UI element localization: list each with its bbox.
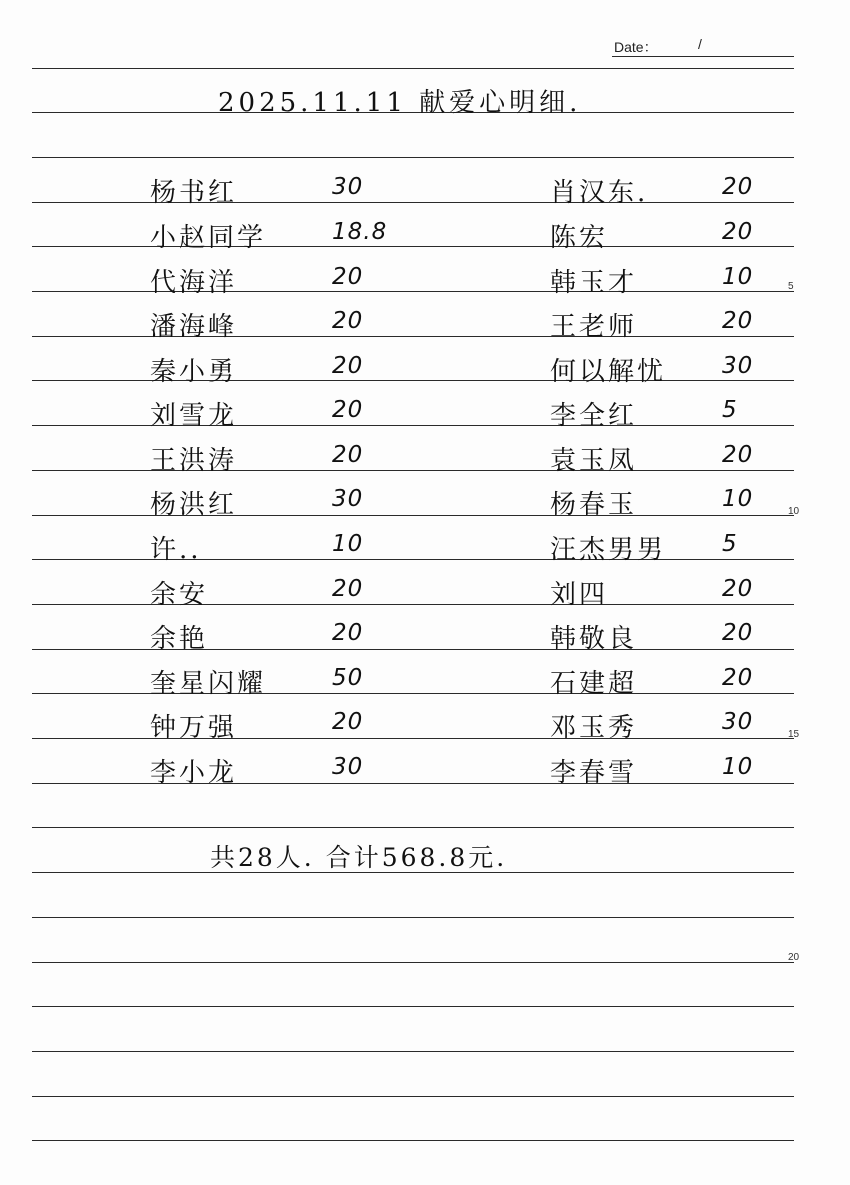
donor-amount: 20 — [722, 665, 754, 691]
donor-name: 李小龙 — [150, 758, 238, 788]
donor-name: 杨洪红 — [150, 490, 238, 520]
ruled-line — [32, 291, 794, 292]
donor-amount: 20 — [332, 308, 364, 334]
date-slash: / — [698, 36, 702, 52]
donor-name: 刘四 — [550, 580, 609, 610]
page-title: 2025.11.11 献爱心明细. — [218, 88, 582, 118]
donor-name: 余艳 — [150, 624, 209, 654]
line-number-15: 15 — [788, 729, 800, 740]
donor-amount: 10 — [722, 264, 754, 290]
ruled-line — [32, 1051, 794, 1052]
donor-name: 代海洋 — [150, 268, 238, 298]
donor-name: 王老师 — [550, 312, 638, 342]
donor-amount: 20 — [722, 620, 754, 646]
donor-name: 许.. — [150, 535, 202, 565]
donor-amount: 20 — [722, 442, 754, 468]
donor-name: 奎星闪耀 — [150, 669, 267, 699]
donor-amount: 10 — [722, 754, 754, 780]
donor-name: 袁玉凤 — [550, 446, 638, 476]
donor-amount: 30 — [332, 754, 364, 780]
donor-name: 李春雪 — [550, 758, 638, 788]
date-label: Date： — [614, 39, 658, 55]
donor-name: 杨春玉 — [550, 490, 638, 520]
donor-name: 陈宏 — [550, 223, 609, 253]
line-number-20: 20 — [788, 952, 800, 963]
ruled-line — [32, 827, 794, 828]
ruled-line — [32, 515, 794, 516]
ruled-line — [32, 202, 794, 203]
ruled-line — [32, 68, 794, 69]
donor-amount: 20 — [332, 709, 364, 735]
donor-name: 石建超 — [550, 669, 638, 699]
donor-amount: 30 — [722, 709, 754, 735]
ruled-line — [32, 693, 794, 694]
donor-name: 秦小勇 — [150, 357, 238, 387]
donor-amount: 20 — [722, 219, 754, 245]
ruled-line — [32, 1140, 794, 1141]
donor-name: 韩玉才 — [550, 268, 638, 298]
donor-amount: 20 — [332, 397, 364, 423]
ruled-line — [32, 917, 794, 918]
ruled-line — [32, 425, 794, 426]
ruled-line — [32, 380, 794, 381]
donor-name: 钟万强 — [150, 713, 238, 743]
ruled-line — [32, 783, 794, 784]
donor-amount: 20 — [332, 264, 364, 290]
donor-amount: 30 — [722, 353, 754, 379]
donor-amount: 18.8 — [332, 219, 388, 245]
line-number-5: 5 — [788, 281, 794, 292]
donor-name: 李全红 — [550, 401, 638, 431]
donor-amount: 20 — [332, 353, 364, 379]
ruled-line — [32, 1096, 794, 1097]
donor-name: 韩敬良 — [550, 624, 638, 654]
donor-amount: 10 — [332, 531, 364, 557]
donor-amount: 5 — [722, 397, 738, 423]
donor-name: 肖汉东. — [550, 178, 649, 208]
donor-name: 余安 — [150, 580, 209, 610]
donor-amount: 20 — [332, 576, 364, 602]
donor-name: 小赵同学 — [150, 223, 267, 253]
ruled-line — [32, 962, 794, 963]
donor-amount: 5 — [722, 531, 738, 557]
ruled-line — [32, 738, 794, 739]
ruled-line — [32, 559, 794, 560]
donor-amount: 30 — [332, 486, 364, 512]
donor-amount: 20 — [722, 308, 754, 334]
donor-amount: 10 — [722, 486, 754, 512]
donor-name: 邓玉秀 — [550, 713, 638, 743]
donor-name: 潘海峰 — [150, 312, 238, 342]
donation-summary: 共28人. 合计568.8元. — [210, 843, 508, 872]
donor-name: 刘雪龙 — [150, 401, 238, 431]
ruled-line — [32, 649, 794, 650]
donor-name: 王洪涛 — [150, 446, 238, 476]
date-rule — [612, 56, 794, 57]
ruled-line — [32, 470, 794, 471]
donor-name: 杨书红 — [150, 178, 238, 208]
ruled-line — [32, 246, 794, 247]
donor-amount: 20 — [722, 174, 754, 200]
donor-amount: 20 — [332, 442, 364, 468]
ruled-line — [32, 157, 794, 158]
ruled-line — [32, 336, 794, 337]
donor-amount: 20 — [332, 620, 364, 646]
donor-amount: 50 — [332, 665, 364, 691]
donor-name: 何以解忧 — [550, 357, 667, 387]
donor-amount: 30 — [332, 174, 364, 200]
donor-name: 汪杰男男 — [550, 535, 667, 565]
ruled-line — [32, 604, 794, 605]
line-number-10: 10 — [788, 506, 800, 517]
ruled-line — [32, 1006, 794, 1007]
donor-amount: 20 — [722, 576, 754, 602]
